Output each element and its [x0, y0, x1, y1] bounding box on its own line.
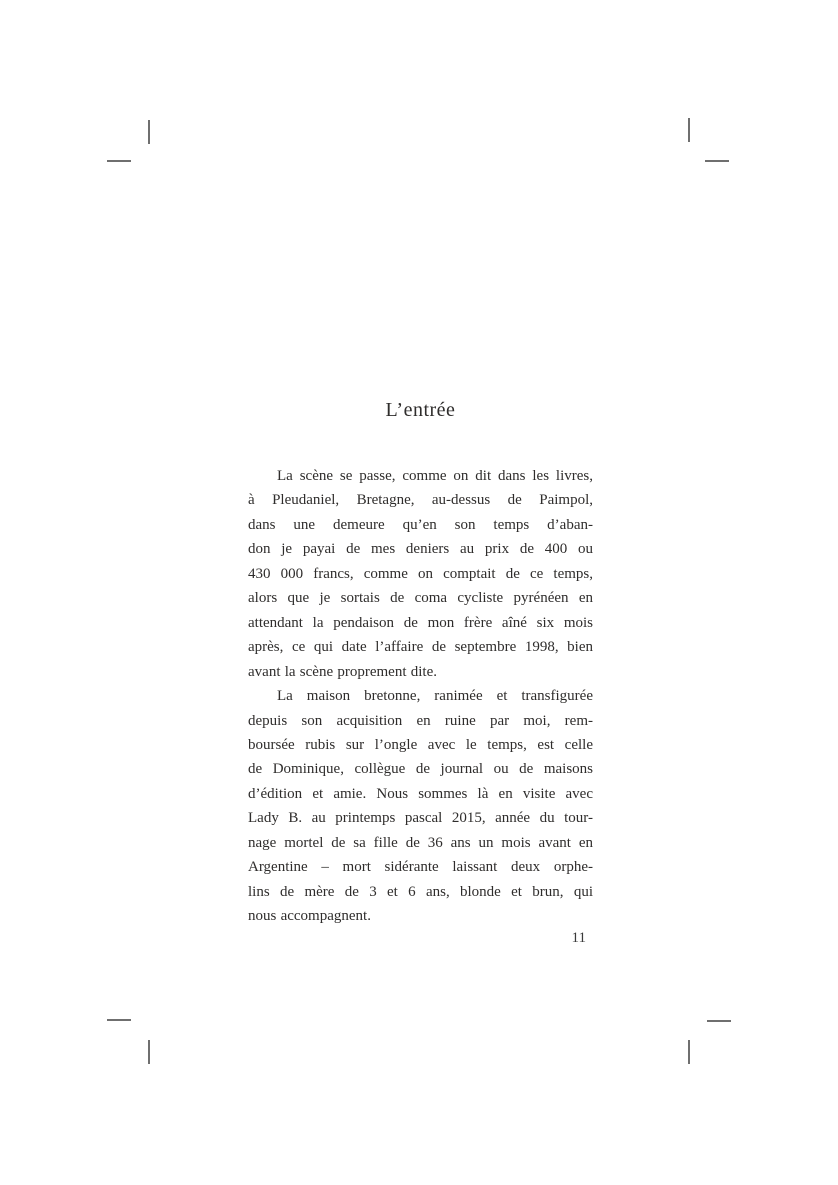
text-line: La maison bretonne, ranimée et transfigurée: [277, 688, 593, 705]
text-line: de Dominique, collègue de journal ou de maisons: [248, 761, 593, 778]
crop-mark-bottom-right-horizontal: [707, 1020, 731, 1022]
text-line: alors que je sortais de coma cycliste pyrénéen en: [248, 590, 593, 607]
crop-mark-bottom-left-vertical: [148, 1040, 150, 1064]
text-line: dans une demeure qu’en son temps d’aban-: [248, 516, 593, 533]
text-line: don je payai de mes deniers au prix de 400 ou: [248, 541, 593, 558]
text-line: nage mortel de sa fille de 36 ans un mois avant en: [248, 834, 593, 851]
page-number: 11: [571, 930, 586, 946]
text-block: [248, 464, 593, 929]
text-line: 430 000 francs, comme on comptait de ce temps,: [248, 565, 593, 582]
text-line: nous accompagnent.: [248, 908, 371, 925]
chapter-title: L’entrée: [385, 399, 456, 421]
text-line: à Pleudaniel, Bretagne, au-dessus de Paimpol,: [248, 492, 593, 509]
text-line: après, ce qui date l’affaire de septembre 1998, bien: [248, 639, 593, 656]
crop-mark-top-right-vertical: [688, 118, 690, 142]
paragraph: [248, 684, 593, 929]
paragraph: [248, 464, 593, 684]
text-line: d’édition et amie. Nous sommes là en visite avec: [248, 785, 593, 802]
text-line: Argentine – mort sidérante laissant deux orphe-: [248, 859, 593, 876]
text-line: avant la scène proprement dite.: [248, 663, 438, 680]
text-line: boursée rubis sur l’ongle avec le temps, est celle: [248, 736, 593, 753]
crop-mark-top-right-horizontal: [705, 160, 729, 162]
crop-mark-top-left-vertical: [148, 120, 150, 144]
crop-mark-bottom-left-horizontal: [107, 1019, 131, 1021]
crop-mark-bottom-right-vertical: [688, 1040, 690, 1064]
text-line: lins de mère de 3 et 6 ans, blonde et brun, qui: [248, 883, 593, 900]
text-line: depuis son acquisition en ruine par moi, rem-: [248, 712, 593, 729]
text-line: La scène se passe, comme on dit dans les livres,: [277, 468, 593, 484]
text-line: attendant la pendaison de mon frère aîné six mois: [248, 614, 593, 631]
text-line: Lady B. au printemps pascal 2015, année du tour-: [248, 810, 593, 827]
crop-mark-top-left-horizontal: [107, 160, 131, 162]
